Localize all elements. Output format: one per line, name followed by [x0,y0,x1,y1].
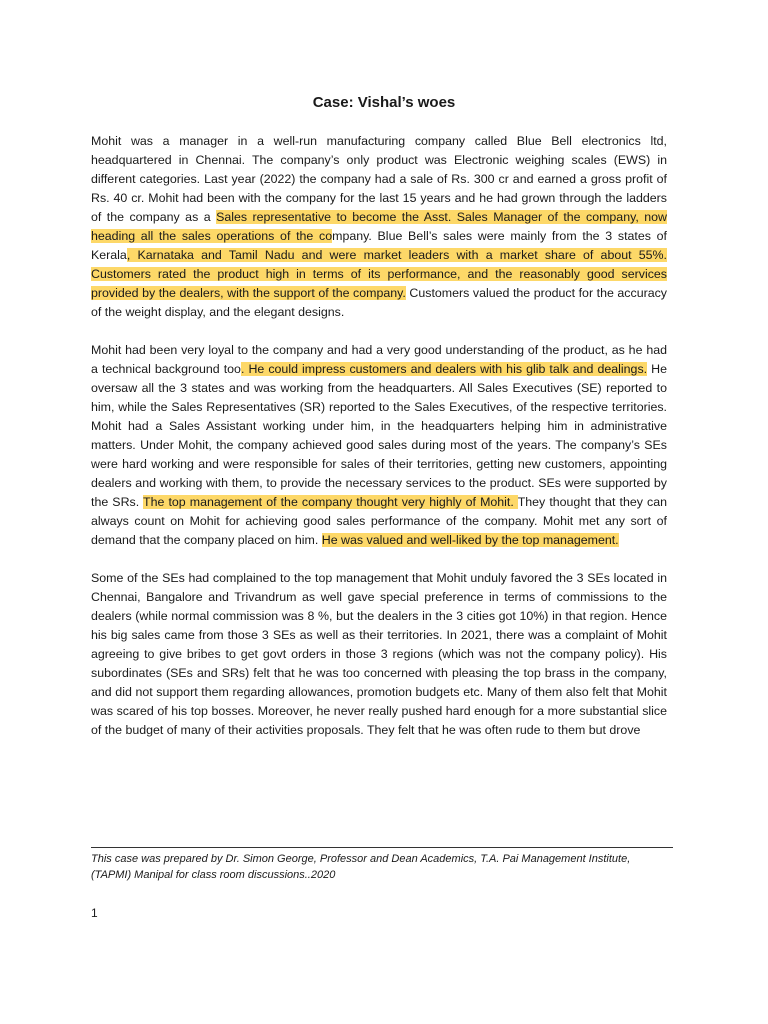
text-segment: Mohit was a manager in a well-run manufacturing company called Blue Bell electronics ltd, headquartered in Chennai. The company’s only product was Electronic weighing scales (EWS) in different categories. Last year (2022) the company had a sale of Rs. 300 cr and earned a gross profit of Rs. 40 cr. Mohit had been with the company for the last 15 years and he had grown through the ladders of the company as a [91,134,667,224]
text-segment: He oversaw all the 3 states and was working from the headquarters. All Sales Executives (SE) reported to him, while the Sales Representatives (SR) reported to the Sales Executives, of the respective territories. Mohit had a Sales Assistant working under him, in the headquarters helping him in administrative matters. Under Mohit, the company achieved good sales during most of the years. The company’s SEs were hard working and were responsible for sales of their territories, getting new customers, appointing dealers and working with them, to provide the necessary services to the product. SEs were supported by the SRs. [91,362,667,509]
text-segment: Mohit had been very loyal to the company and had a very good understanding of the product, as he had a technical background too [91,343,667,376]
highlighted-text: The top management of the company thought very highly of Mohit. [143,495,518,509]
paragraph-3 [91,569,667,740]
case-body [91,132,667,759]
page-number: 1 [91,906,98,920]
paragraph-2 [91,341,667,550]
text-segment: They thought that they can always count on Mohit for achieving good sales performance of the company. Mohit met any sort of demand that the company placed on him. [91,495,667,547]
paragraph-1 [91,132,667,322]
highlighted-text: Sales representative to become the Asst. Sales Manager of the company, now heading all the sales operations of the co [91,210,667,243]
text-segment: Customers valued the product for the accuracy of the weight display, and the elegant designs. [91,286,667,319]
text-segment: Some of the SEs had complained to the top management that Mohit unduly favored the 3 SEs located in Chennai, Bangalore and Trivandrum as well gave special preference in terms of commissions to the dealers (while normal commission was 8 %, but the dealers in the 3 cities got 10%) in that region. Hence his big sales came from those 3 SEs as well as their territories. In 2021, there was a complaint of Mohit agreeing to give bribes to get govt orders in those 3 regions (which was not the company policy). His subordinates (SEs and SRs) felt that he was too concerned with pleasing the top brass in the company, and did not support them regarding allowances, promotion budgets etc. Many of them also felt that Mohit was scared of his top bosses. Moreover, he never really pushed hard enough for a more substantial slice of the budget of many of their activities proposals. They felt that he was often rude to them but drove [91,571,667,737]
case-title: Case: Vishal’s woes [312,94,456,111]
highlighted-text: , Karnataka and Tamil Nadu and were market leaders with a market share of about 55%. Customers rated the product high in terms of its performance, and the reasonably good services provided by the dealers, with the support of the company. [91,248,667,300]
text-segment: mpany. Blue Bell’s sales were mainly from the 3 states of Kerala [91,229,667,262]
footnote-divider [91,847,673,848]
highlighted-text: . He could impress customers and dealers with his glib talk and dealings. [240,362,648,376]
highlighted-text: He was valued and well-liked by the top management. [321,533,619,547]
footnote: This case was prepared by Dr. Simon George, Professor and Dean Academics, T.A. Pai Management Institute, (TAPMI) Manipal for class room discussions..2020 [91,853,631,881]
